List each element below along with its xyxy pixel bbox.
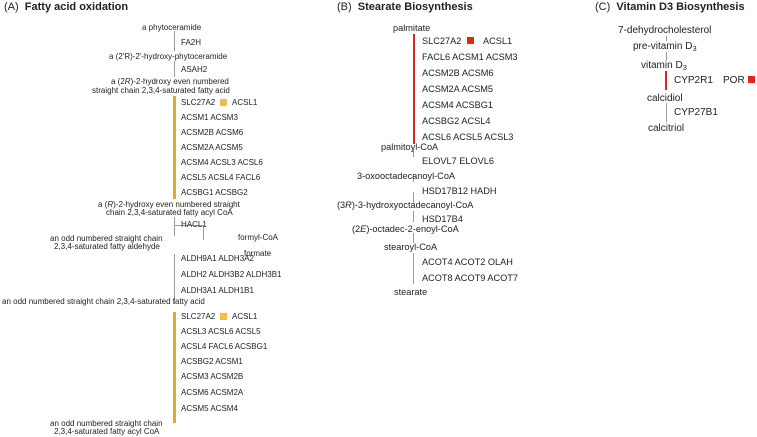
panel-c-heading xyxy=(595,2,745,13)
panel-b-heading xyxy=(337,2,473,13)
compound-2r-hydroxy-fatty-acid: a (2R)-2-hydroxy even numbered xyxy=(111,77,229,86)
gene-row-b1-3: ACSM2B ACSM6 xyxy=(422,68,494,78)
panel-c-letter: (C) xyxy=(595,1,611,13)
compound-hydroxy-phytoceramide: a (2'R)-2'-hydroxy-phytoceramide xyxy=(109,52,228,61)
compound-3r-hydroxyoctadecanoyl-coa: (3R)-3-hydroxyoctadecanoyl-CoA xyxy=(337,200,474,210)
compound-formate: formate xyxy=(244,249,272,258)
panel-a-title: Fatty acid oxidation xyxy=(24,1,129,13)
compound-odd-acyl-coa: an odd numbered straight chain xyxy=(50,419,163,428)
connector-c3 xyxy=(666,103,667,122)
gene-row-b1-5: ACSM4 ACSBG1 xyxy=(422,100,493,110)
compound-r-hydroxy-acyl-coa-line2: chain 2,3,4-saturated fatty acyl CoA xyxy=(106,208,233,217)
panel-b-letter: (B) xyxy=(337,1,352,13)
gene-row-a3-3: ACSL4 FACL6 ACSBG1 xyxy=(181,342,268,351)
compound-r-hydroxy-acyl-coa: a (R)-2-hydroxy even numbered straight xyxy=(98,200,240,209)
gene-row-a3-2: ACSL3 ACSL6 ACSL5 xyxy=(181,327,261,336)
gene-row-a3-7: ACSM5 ACSM4 xyxy=(181,404,238,413)
enzyme-hacl1: HACL1 xyxy=(181,220,207,229)
enzyme-fa2h: FA2H xyxy=(181,38,202,47)
gene-row-b1-6: ACSBG2 ACSL4 xyxy=(422,116,491,126)
gene-row-a2-1: ALDH2 ALDH3B2 ALDH3B1 xyxy=(181,270,282,279)
connector-c2 xyxy=(666,52,667,60)
gene-row-a1-6: ACSL5 ACSL4 FACL6 xyxy=(181,173,261,182)
connector-b4 xyxy=(413,211,414,222)
gene-row-a3-5: ACSM3 ACSM2B xyxy=(181,372,244,381)
gene-row-b2-1: ACOT8 ACOT9 ACOT7 xyxy=(422,273,518,283)
gold-marker-a1 xyxy=(220,99,227,106)
connector-a1 xyxy=(174,31,175,51)
compound-2r-hydroxy-fatty-acid-line2: straight chain 2,3,4-saturated fatty acid xyxy=(92,86,230,95)
compound-7-dehydrocholesterol: 7-dehydrocholesterol xyxy=(618,25,712,36)
compound-calcidiol: calcidiol xyxy=(647,93,683,104)
gene-por: POR xyxy=(723,75,745,86)
gene-slc27a2-b: SLC27A2 xyxy=(422,36,462,46)
gene-row-a1-3: ACSM2B ACSM6 xyxy=(181,128,244,137)
gene-row-a1-2: ACSM1 ACSM3 xyxy=(181,113,238,122)
enzyme-hsd17b4: HSD17B4 xyxy=(422,214,463,224)
gene-cyp2r1: CYP2R1 xyxy=(674,75,713,86)
compound-stearoyl-coa: stearoyl-CoA xyxy=(384,242,438,252)
gene-row-a2-2: ALDH3A1 ALDH1B1 xyxy=(181,286,254,295)
compound-palmitoyl-coa: palmitoyl-CoA xyxy=(381,142,439,152)
compound-vitamin-d3: vitamin $D_3$ xyxy=(641,60,687,72)
red-marker-c xyxy=(748,76,755,83)
gold-line-a1 xyxy=(173,96,176,199)
gene-row-a1-7: ACSBG1 ACSBG2 xyxy=(181,188,248,197)
enzyme-hsd17b12-hadh: HSD17B12 HADH xyxy=(422,186,497,196)
gene-row-a3-6: ACSM6 ACSM2A xyxy=(181,388,244,397)
compound-odd-acyl-coa-line2: 2,3,4-saturated fatty acyl CoA xyxy=(54,427,160,436)
panel-c-title: Vitamin D3 Biosynthesis xyxy=(616,1,745,13)
panel-a-heading xyxy=(4,2,128,13)
gene-row-b1-7: ACSL6 ACSL5 ACSL3 xyxy=(422,132,514,142)
gene-row-a1-5: ACSM4 ACSL3 ACSL6 xyxy=(181,158,263,167)
connector-a2 xyxy=(174,61,175,77)
panel-a-letter: (A) xyxy=(4,1,19,13)
gene-row-b1-2: FACL6 ACSM1 ACSM3 xyxy=(422,52,518,62)
compound-odd-fatty-acid: an odd numbered straight chain 2,3,4-saturated fatty acid xyxy=(2,297,205,306)
red-line-c xyxy=(665,71,667,90)
gene-row-b1-4: ACSM2A ACSM5 xyxy=(422,84,493,94)
gold-marker-a3 xyxy=(220,313,227,320)
compound-stearate: stearate xyxy=(394,287,428,297)
red-line-b xyxy=(413,34,415,144)
gene-cyp27b1: CYP27B1 xyxy=(674,107,718,118)
connector-b6 xyxy=(413,253,414,284)
gold-line-a2 xyxy=(173,312,176,423)
connector-a3 xyxy=(174,217,175,236)
gene-acsl1-a3: ACSL1 xyxy=(232,312,258,321)
gene-slc27a2-a1: SLC27A2 xyxy=(181,98,216,107)
compound-pre-vitamin-d3: pre-vitamin $D_3$ xyxy=(633,41,697,53)
gene-row-a2-0: ALDH9A1 ALDH3A2 xyxy=(181,254,254,263)
compound-phytoceramide: a phytoceramide xyxy=(142,23,202,32)
compound-formyl-coa: formyl-CoA xyxy=(238,233,279,242)
compound-calcitriol: calcitriol xyxy=(648,123,685,134)
gene-row-a3-4: ACSBG2 ACSM1 xyxy=(181,357,243,366)
compound-odd-aldehyde-line2: 2,3,4-saturated fatty aldehyde xyxy=(54,242,160,251)
gene-acsl1-b: ACSL1 xyxy=(483,36,513,46)
gene-slc27a2-a3: SLC27A2 xyxy=(181,312,216,321)
panel-b-title: Stearate Biosynthesis xyxy=(357,1,473,13)
compound-2e-octadecenoyl-coa: (2E)-octadec-2-enoyl-CoA xyxy=(352,224,459,234)
gene-acsl1-a1: ACSL1 xyxy=(232,98,258,107)
enzyme-elovl: ELOVL7 ELOVL6 xyxy=(422,156,495,166)
gene-row-b2-0: ACOT4 ACOT2 OLAH xyxy=(422,257,513,267)
gene-row-a1-4: ACSM2A ACSM5 xyxy=(181,143,243,152)
compound-3-oxooctadecanoyl-coa: 3-oxooctadecanoyl-CoA xyxy=(357,171,456,181)
compound-palmitate: palmitate xyxy=(393,23,431,33)
compound-odd-aldehyde: an odd numbered straight chain xyxy=(50,234,163,243)
red-marker-b xyxy=(467,37,474,44)
enzyme-asah2: ASAH2 xyxy=(181,65,208,74)
